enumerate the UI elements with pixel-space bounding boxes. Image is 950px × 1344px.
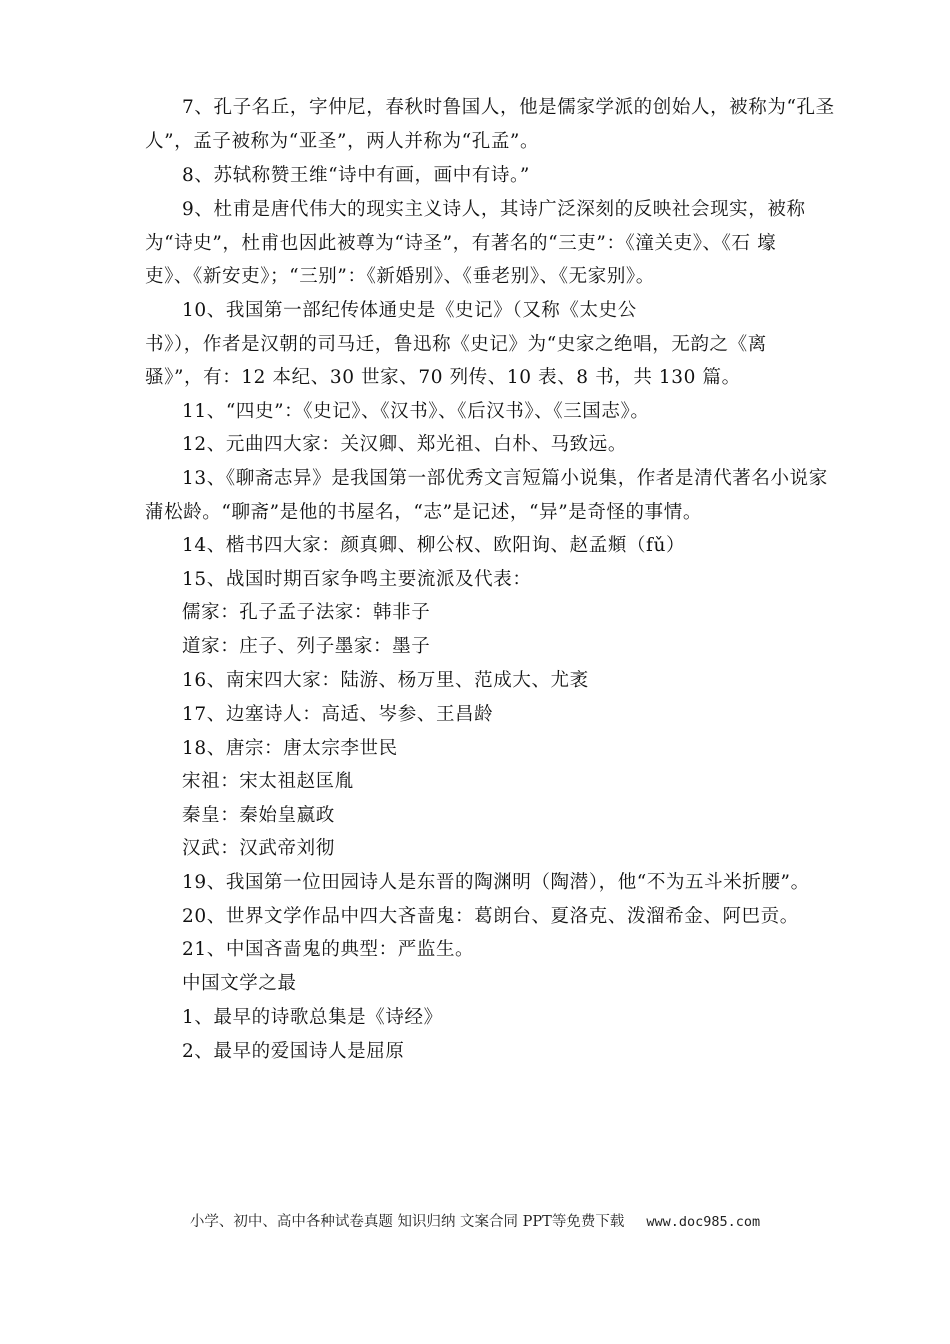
text-line: 2、最早的爱国诗人是屈原	[182, 1041, 405, 1062]
text-line: 为“诗史”，杜甫也因此被尊为“诗圣”，有著名的“三吏”：《潼关吏》、《石 壕	[145, 233, 777, 254]
page-footer	[0, 1212, 950, 1232]
text-line: 道家：庄子、列子墨家：墨子	[182, 636, 431, 657]
footer-url[interactable]: www.doc985.com	[646, 1214, 761, 1230]
text-line: 17、边塞诗人：高适、岑参、王昌龄	[182, 704, 494, 725]
section-heading: 中国文学之最	[182, 973, 297, 994]
text-line: 19、我国第一位田园诗人是东晋的陶渊明（陶潜），他“不为五斗米折腰”。	[182, 872, 810, 893]
text-line: 11、“四史”：《史记》、《汉书》、《后汉书》、《三国志》。	[182, 401, 650, 422]
text-line: 9、杜甫是唐代伟大的现实主义诗人，其诗广泛深刻的反映社会现实，被称	[182, 199, 806, 220]
text-line: 7、孔子名丘，字仲尼，春秋时鲁国人，他是儒家学派的创始人，被称为“孔圣	[182, 97, 835, 118]
text-line: 10、我国第一部纪传体通史是《史记》（又称《太史公	[182, 300, 637, 321]
text-line: 16、南宋四大家：陆游、杨万里、范成大、尤袤	[182, 670, 589, 691]
text-line: 秦皇：秦始皇嬴政	[182, 805, 335, 826]
text-line: 汉武：汉武帝刘彻	[182, 838, 335, 859]
text-line: 人”，孟子被称为“亚圣”，两人并称为“孔孟”。	[145, 131, 540, 152]
text-line: 15、战国时期百家争鸣主要流派及代表：	[182, 569, 532, 590]
text-line: 蒲松龄。“聊斋”是他的书屋名，“志”是记述，“异”是奇怪的事情。	[145, 502, 702, 523]
text-line: 1、最早的诗歌总集是《诗经》	[182, 1007, 443, 1028]
text-line: 20、世界文学作品中四大吝啬鬼：葛朗台、夏洛克、泼溜希金、阿巴贡。	[182, 906, 799, 927]
text-line: 8、苏轼称赞王维“诗中有画，画中有诗。”	[182, 165, 530, 186]
text-line: 儒家：孔子孟子法家：韩非子	[182, 602, 431, 623]
text-line: 18、唐宗：唐太宗李世民	[182, 738, 398, 759]
footer-text: 小学、初中、高中各种试卷真题 知识归纳 文案合同 PPT等免费下载	[189, 1214, 625, 1230]
text-line: 骚》”，有：12 本纪、30 世家、70 列传、10 表、8 书，共 130 篇。	[145, 367, 741, 388]
text-line: 12、元曲四大家：关汉卿、郑光祖、白朴、马致远。	[182, 434, 627, 455]
text-line: 宋祖：宋太祖赵匡胤	[182, 771, 354, 792]
text-line: 13、《聊斋志异》是我国第一部优秀文言短篇小说集，作者是清代著名小说家	[182, 468, 828, 489]
text-line: 21、中国吝啬鬼的典型：严监生。	[182, 939, 475, 960]
text-line: 吏》、《新安吏》；“三别”：《新婚别》、《垂老别》、《无家别》。	[145, 266, 655, 287]
text-line: 书》），作者是汉朝的司马迁，鲁迅称《史记》为“史家之绝唱，无韵之《离	[145, 334, 767, 355]
text-line: 14、楷书四大家：颜真卿、柳公权、欧阳询、赵孟頫（fǔ）	[182, 535, 686, 556]
